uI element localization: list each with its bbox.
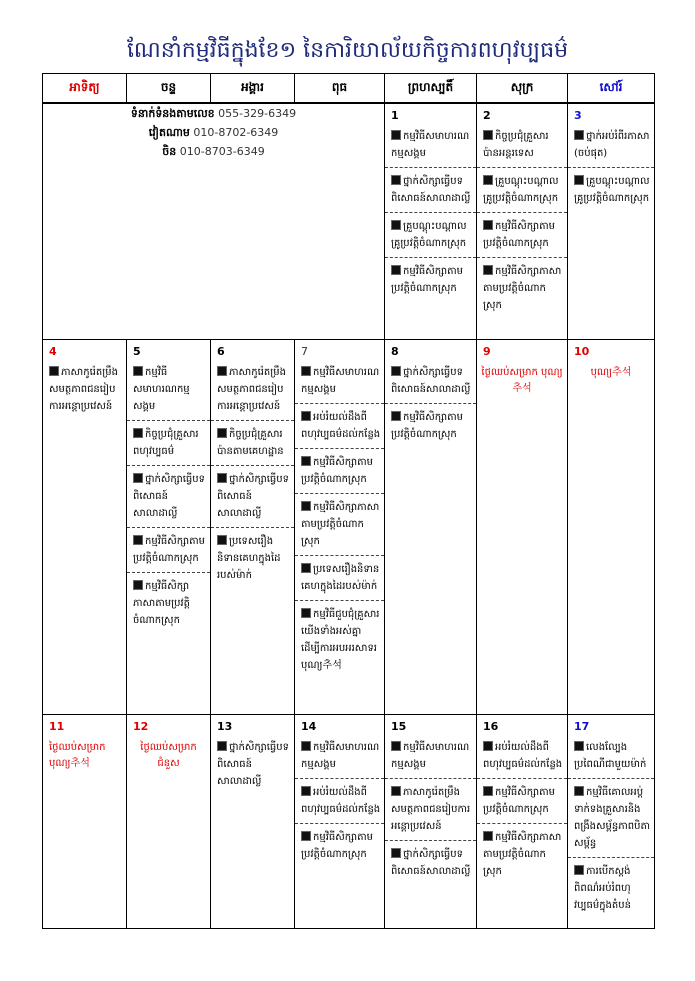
checkbox-icon [391, 130, 401, 140]
contact-label-china: ចិន [162, 145, 177, 158]
event-item: ប្រទេសរឿងនិទានគេហក្នុងដៃរបស់ម៉ាក់ [217, 535, 281, 581]
calendar-table [42, 73, 655, 929]
checkbox-icon [133, 366, 143, 376]
checkbox-icon [391, 220, 401, 230]
day-number: 10 [574, 344, 590, 358]
event-item: ថ្នាក់សិក្សាធ្វើបទពិសោធន៍សាលាដាល្លី [385, 359, 476, 404]
weekday-monday: ចន្ទ [127, 74, 211, 104]
checkbox-icon [391, 848, 401, 858]
contact-phone-china: 010-8703-6349 [179, 145, 265, 158]
day-number: 16 [483, 719, 499, 733]
event-item: កិច្ចប្រជុំគ្រួសារប៉ានតាមគេហដ្ឋាន [211, 421, 294, 466]
day-cell [43, 339, 127, 714]
day-number: 5 [133, 344, 141, 358]
checkbox-icon [391, 741, 401, 751]
checkbox-icon [483, 130, 493, 140]
event-item: កម្មវិធីសមាហរណកម្មសង្គម [295, 734, 384, 779]
event-item: គ្រួបណ្តុះបណ្តាលគ្រូប្រវត្តិចំណាកស្រុក [385, 213, 476, 258]
day-number: 8 [391, 344, 399, 358]
event-item: ថ្នាក់សិក្សាធ្វើបទពិសោធន៍សាលាដាល្លី [391, 848, 471, 877]
event-item: កម្មវិធីសិក្សាភាសាតាមប្រវត្តិចំណាកស្រុក [133, 580, 190, 626]
checkbox-icon [301, 501, 311, 511]
event-item: កម្មវិធីសិក្សាតាមប្រវត្តិចំណាកស្រុក [295, 449, 384, 494]
event-item: គ្រួបណ្តុះបណ្តាលគ្រូប្រវត្តិចំណាកស្រុក [574, 176, 650, 204]
week-row-1 [43, 103, 655, 339]
event-item: កម្មវិធីជួបជុំគ្រួសារយើងទាំងអស់គ្នា ដើម្បីការអបអរសាទរបុណ្យ추석 [301, 608, 380, 671]
checkbox-icon [574, 175, 584, 185]
event-item: គ្រួបណ្តុះបណ្តាលគ្រូប្រវត្តិចំណាកស្រុក [477, 168, 567, 213]
event-item: ថ្នាក់សិក្សាធ្វើបទពិសោធន៍សាលាដាល្លី [217, 741, 289, 787]
day-cell [568, 103, 655, 339]
event-item: ការបើកស្តង់ពិពណ៌អប់រំពហុវប្បធម៌ក្នុងតំបន់ [574, 865, 631, 911]
day-cell [211, 339, 295, 714]
event-item: អប់រំយល់ដឹងពីពហុវប្បធម៌ដល់កន្លែង [477, 734, 567, 779]
day-number: 17 [574, 719, 590, 733]
week-row-2 [43, 339, 655, 714]
event-item: កិច្ចប្រជុំគ្រួសារពហុវប្បធម៌ [127, 421, 210, 466]
day-number: 3 [574, 109, 582, 122]
event-item: អប់រំយល់ដឹងពីពហុវប្បធម៌ដល់កន្លែង [295, 404, 384, 449]
day-cell [385, 103, 477, 339]
checkbox-icon [301, 831, 311, 841]
event-item: កម្មវិធីសមាហរណកម្មសង្គម [385, 123, 476, 168]
holiday-label: ថ្ងៃឈប់សម្រាក បុណ្យ추석 [49, 741, 106, 769]
event-item: កម្មវិធីសមាហរណកម្មសង្គម [385, 734, 476, 779]
checkbox-icon [483, 786, 493, 796]
checkbox-icon [133, 428, 143, 438]
weekday-header [43, 74, 655, 104]
contact-label-vietnam: វៀតណាម [148, 126, 190, 139]
day-number: 15 [391, 719, 407, 733]
day-cell [568, 714, 655, 928]
event-item: ថ្នាក់សិក្សាធ្វើបទពិសោធន៍សាលាដាល្លី [211, 466, 294, 528]
day-number: 6 [217, 344, 225, 358]
page-title: ណែនាំកម្មវិធីក្នុងខែ១ នៃការិយាល័យកិច្ចការពហុវប្បធម៌ [126, 38, 569, 63]
weekday-sunday: អាទិត្យ [43, 74, 127, 104]
day-number: 1 [391, 109, 399, 122]
checkbox-icon [133, 580, 143, 590]
checkbox-icon [217, 473, 227, 483]
event-item: កម្មវិធីសិក្សាតាមប្រវត្តិចំណាកស្រុក [391, 411, 463, 440]
event-item: កម្មវិធីគោលអប្ត់ទាក់ទងគ្រួសារនិងពង្រឹងសម្ព័ន្ធភាពបិតាសម្ព័ន្ធ [568, 779, 654, 858]
event-item: ថ្នាក់អប់រំពីរភាសា (ចប់ផុត) [568, 123, 654, 168]
event-item: ថ្នាក់សិក្សាធ្វើបទពិសោធន៍សាលាដាល្លី [385, 168, 476, 213]
checkbox-icon [483, 175, 493, 185]
event-item: កម្មវិធីសិក្សាតាមប្រវត្តិចំណាកស្រុក [301, 831, 373, 860]
day-number: 2 [483, 109, 491, 122]
checkbox-icon [301, 563, 311, 573]
day-number: 14 [301, 719, 317, 733]
event-item: អប់រំយល់ដឹងពីពហុវប្បធម៌ដល់កន្លែង [295, 779, 384, 824]
day-cell [295, 714, 385, 928]
event-item: កម្មវិធីសមាហរណកម្មសង្គម [295, 359, 384, 404]
day-cell [211, 714, 295, 928]
checkbox-icon [301, 741, 311, 751]
day-number: 13 [217, 719, 233, 733]
checkbox-icon [217, 428, 227, 438]
checkbox-icon [574, 130, 584, 140]
checkbox-icon [483, 220, 493, 230]
checkbox-icon [574, 786, 584, 796]
day-cell [477, 339, 568, 714]
day-cell [568, 339, 655, 714]
weekday-saturday: សៅរ៍ [568, 74, 655, 104]
day-number: 9 [483, 344, 491, 358]
event-item: ភាសាកូរ៉េតម្រឹងសមត្ថភាពជនរៀបការអន្តោប្រវេសន៍ [385, 779, 476, 841]
checkbox-icon [391, 786, 401, 796]
event-item: កម្មវិធីសិក្សាតាមប្រវត្តិចំណាកស្រុក [477, 779, 567, 824]
event-item: លេងល្បែងប្រពៃណីជាមួយម៉ាក់ [568, 734, 654, 779]
checkbox-icon [391, 411, 401, 421]
checkbox-icon [391, 366, 401, 376]
holiday-label: បុណ្យ추석 [590, 366, 632, 378]
day-number: 12 [133, 719, 149, 733]
event-item: កម្មវិធីសិក្សាភាសាតាមប្រវត្តិចំណាកស្រុក [295, 494, 384, 556]
event-item: កម្មវិធីសិក្សាតាមប្រវត្តិចំណាកស្រុក [477, 213, 567, 258]
day-cell [385, 339, 477, 714]
checkbox-icon [574, 865, 584, 875]
event-item: ប្រទេសរឿងនិទានគេហក្នុងដៃរបស់ម៉ាក់ [295, 556, 384, 601]
checkbox-icon [301, 456, 311, 466]
checkbox-icon [217, 366, 227, 376]
day-number: 4 [49, 344, 57, 358]
contact-phone-vietnam: 010-8702-6349 [193, 126, 279, 139]
contact-phone-main: 055-329-6349 [218, 107, 297, 120]
day-cell [127, 714, 211, 928]
event-item: កម្មវិធីសមាហរណកម្មសង្គម [127, 359, 210, 421]
checkbox-icon [483, 265, 493, 275]
event-item: កម្មវិធីសិក្សាតាមប្រវត្តិចំណាកស្រុក [127, 528, 210, 573]
event-item: កម្មវិធីសិក្សាតាមប្រវត្តិចំណាកស្រុក [391, 266, 463, 294]
day-number: 11 [49, 719, 65, 733]
weekday-wednesday: ពុធ [295, 74, 385, 104]
checkbox-icon [301, 608, 311, 618]
contact-label-main: ទំនាក់ទំនងតាមលេខ [130, 107, 215, 120]
weekday-thursday: ព្រហស្បតិ៍ [385, 74, 477, 104]
event-item: ភាសាកូរ៉េតម្រឹងសមត្ថភាពជនរៀបការអន្តោប្រវេសន៍ [211, 359, 294, 421]
checkbox-icon [391, 265, 401, 275]
day-cell [477, 714, 568, 928]
week-row-3 [43, 714, 655, 928]
event-item: កិច្ចប្រជុំគ្រួសារប៉ានអន្តរទេស [477, 123, 567, 168]
contact-info [43, 103, 385, 339]
checkbox-icon [391, 175, 401, 185]
event-item: កម្មវិធីសិក្សាភាសាតាមប្រវត្តិចំណាកស្រុក [483, 266, 562, 311]
event-item: ភាសាកូរ៉េតម្រឹងសមត្ថភាពជនរៀបការអន្តោប្រវេសន៍ [49, 366, 118, 412]
checkbox-icon [301, 366, 311, 376]
event-item: កម្មវិធីសិក្សាភាសាតាមប្រវត្តិចំណាកស្រុក [483, 831, 562, 877]
day-cell [385, 714, 477, 928]
event-item: ថ្នាក់សិក្សាធ្វើបទពិសោធន៍សាលាដាល្លី [127, 466, 210, 528]
day-cell [477, 103, 568, 339]
checkbox-icon [483, 831, 493, 841]
day-cell [43, 714, 127, 928]
checkbox-icon [301, 786, 311, 796]
checkbox-icon [217, 741, 227, 751]
weekday-friday: សុក្រ [477, 74, 568, 104]
checkbox-icon [217, 535, 227, 545]
holiday-label: ថ្ងៃឈប់សម្រាក ជំនួស [140, 741, 197, 769]
day-cell [295, 339, 385, 714]
checkbox-icon [133, 473, 143, 483]
day-cell [127, 339, 211, 714]
checkbox-icon [483, 741, 493, 751]
checkbox-icon [133, 535, 143, 545]
day-number: 7 [301, 344, 308, 358]
checkbox-icon [574, 741, 584, 751]
weekday-tuesday: អង្គារ [211, 74, 295, 104]
checkbox-icon [49, 366, 59, 376]
holiday-label: ថ្ងៃឈប់សម្រាក បុណ្យ추석 [481, 366, 563, 394]
checkbox-icon [301, 411, 311, 421]
